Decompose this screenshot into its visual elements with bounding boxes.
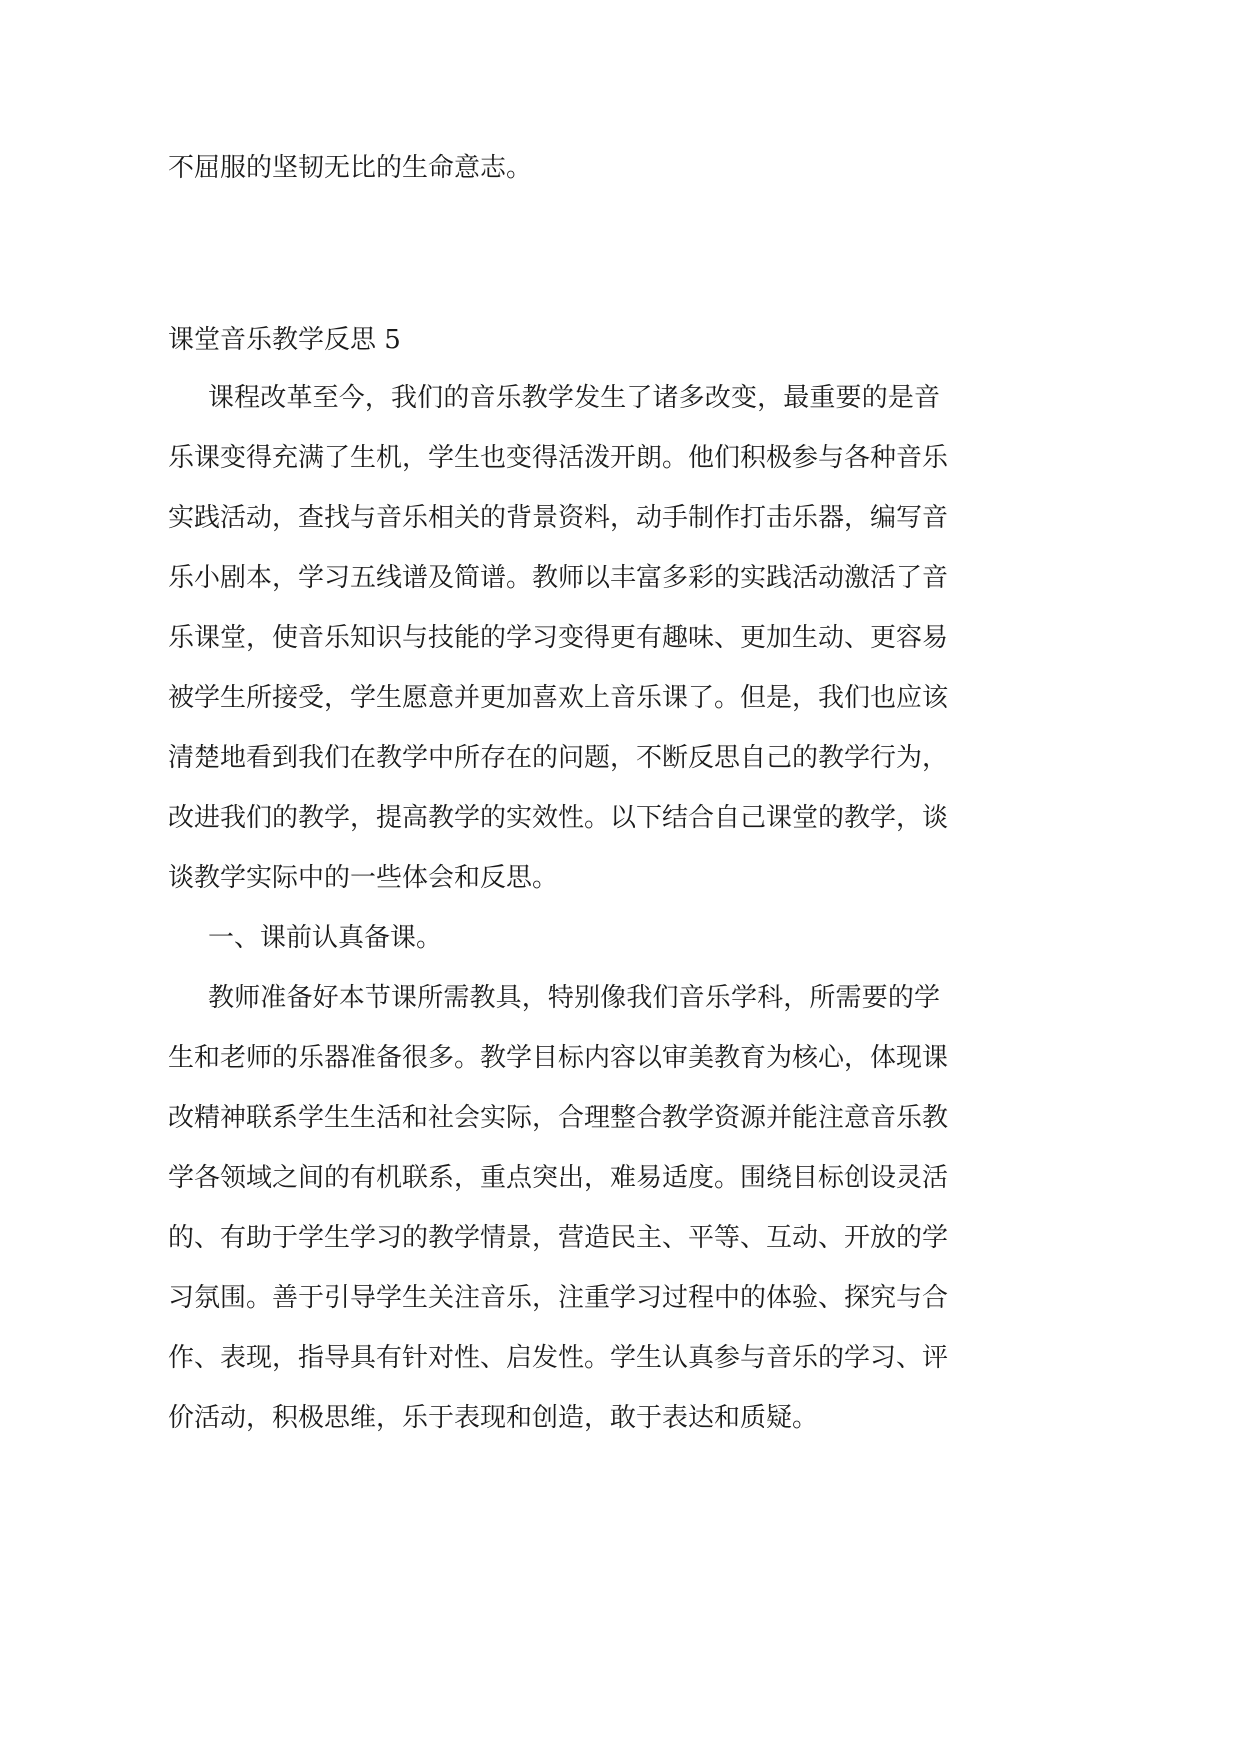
continuation-line: 不屈服的坚韧无比的生命意志。 — [168, 153, 533, 183]
paragraph-line: 学各领域之间的有机联系，重点突出，难易适度。围绕目标创设灵活 — [168, 1163, 949, 1193]
paragraph-line: 被学生所接受，学生愿意并更加喜欢上音乐课了。但是，我们也应该 — [168, 683, 949, 713]
paragraph-line: 课程改革至今，我们的音乐教学发生了诸多改变，最重要的是音 — [208, 383, 940, 413]
paragraph-line: 乐小剧本，学习五线谱及简谱。教师以丰富多彩的实践活动激活了音 — [168, 563, 949, 593]
paragraph-line: 教师准备好本节课所需教具，特别像我们音乐学科，所需要的学 — [208, 983, 940, 1013]
paragraph-line: 乐课变得充满了生机，学生也变得活泼开朗。他们积极参与各种音乐 — [168, 443, 949, 473]
paragraph-line: 实践活动，查找与音乐相关的背景资料，动手制作打击乐器，编写音 — [168, 503, 949, 533]
subheading: 一、课前认真备课。 — [208, 923, 443, 953]
paragraph-line: 价活动，积极思维，乐于表现和创造，敢于表达和质疑。 — [168, 1403, 819, 1433]
paragraph-line: 谈教学实际中的一些体会和反思。 — [168, 863, 559, 893]
paragraph-line: 乐课堂，使音乐知识与技能的学习变得更有趣味、更加生动、更容易 — [168, 623, 949, 653]
paragraph-line: 清楚地看到我们在教学中所存在的问题，不断反思自己的教学行为， — [168, 743, 949, 773]
paragraph-line: 作、表现，指导具有针对性、启发性。学生认真参与音乐的学习、评 — [168, 1343, 949, 1373]
paragraph-line: 改进我们的教学，提高教学的实效性。以下结合自己课堂的教学，谈 — [168, 803, 949, 833]
paragraph-line: 习氛围。善于引导学生关注音乐，注重学习过程中的体验、探究与合 — [168, 1283, 949, 1313]
paragraph-line: 生和老师的乐器准备很多。教学目标内容以审美教育为核心，体现课 — [168, 1043, 949, 1073]
paragraph-line: 改精神联系学生生活和社会实际，合理整合教学资源并能注意音乐教 — [168, 1103, 949, 1133]
section-title: 课堂音乐教学反思 5 — [168, 325, 401, 355]
paragraph-line: 的、有助于学生学习的教学情景，营造民主、平等、互动、开放的学 — [168, 1223, 949, 1253]
